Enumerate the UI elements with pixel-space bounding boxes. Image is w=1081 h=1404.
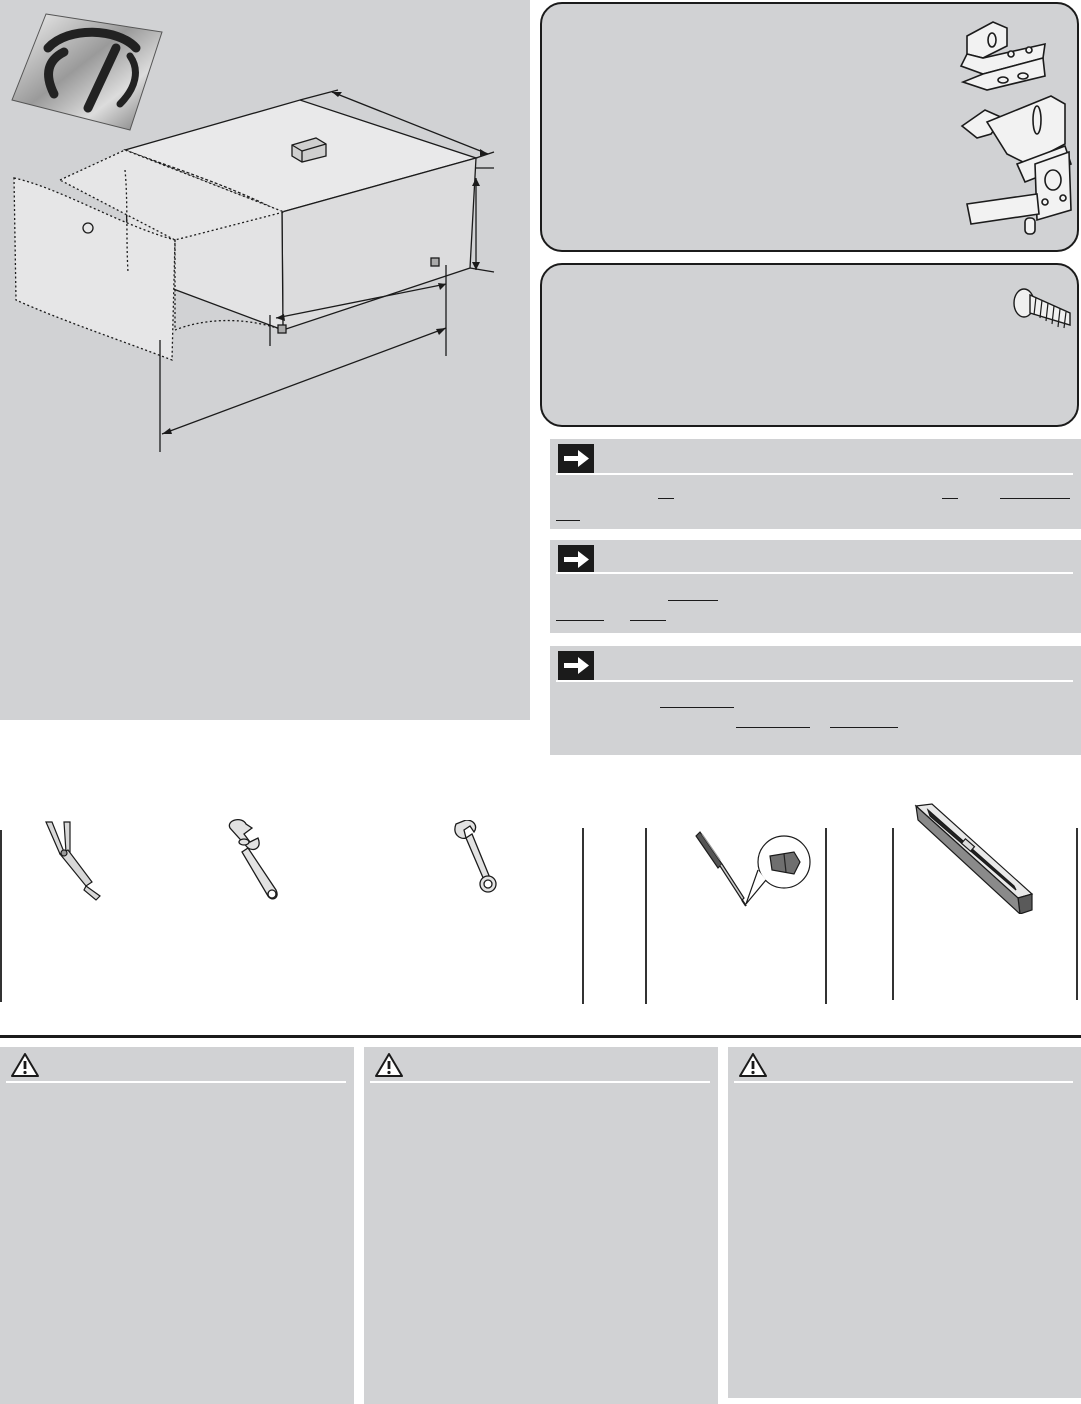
pliers-icon: [42, 820, 108, 904]
blank-line: [660, 707, 734, 708]
arrow-right-icon: [558, 651, 594, 680]
tool-divider: [582, 828, 584, 1004]
warning-triangle-icon: [374, 1052, 404, 1078]
note-panel-2: [550, 540, 1081, 633]
section-divider: [0, 1035, 1081, 1038]
tool-divider: [645, 828, 647, 1004]
combination-wrench-icon: [450, 820, 500, 898]
parts-box-brackets: [540, 2, 1079, 252]
mounting-bracket-icon: [947, 14, 1077, 244]
blank-line: [942, 498, 958, 499]
blank-line: [556, 620, 604, 621]
note-panel-1: [550, 439, 1081, 529]
screwdriver-icon: [692, 826, 816, 908]
blank-line: [1000, 498, 1070, 499]
warning-panel-1: [0, 1047, 354, 1404]
warning-divider: [734, 1081, 1073, 1083]
tool-divider: [892, 828, 894, 1000]
blank-line: [736, 727, 810, 728]
blank-line: [668, 600, 718, 601]
tool-divider: [0, 830, 2, 1002]
pedestal-drawer-illustration: [0, 80, 530, 460]
note-divider: [556, 680, 1073, 682]
arrow-right-icon: [558, 545, 594, 574]
level-icon: [912, 802, 1036, 914]
tools-row: [0, 826, 1081, 1006]
parts-box-screws: [540, 263, 1079, 427]
product-illustration-panel: [0, 0, 530, 720]
note-divider: [556, 572, 1073, 574]
warning-triangle-icon: [738, 1052, 768, 1078]
warning-divider: [370, 1081, 710, 1083]
adjustable-wrench-icon: [222, 818, 292, 902]
warning-triangle-icon: [10, 1052, 40, 1078]
tool-divider: [825, 828, 827, 1004]
warning-panel-3: [728, 1047, 1081, 1398]
blank-line: [658, 498, 674, 499]
note-panel-3: [550, 646, 1081, 755]
warning-divider: [6, 1081, 346, 1083]
screw-icon: [1012, 285, 1076, 335]
tool-divider: [1076, 828, 1078, 1000]
warning-panel-2: [364, 1047, 718, 1404]
note-divider: [556, 473, 1073, 475]
blank-line: [630, 620, 666, 621]
blank-line: [830, 727, 898, 728]
blank-line: [556, 520, 580, 521]
arrow-right-icon: [558, 444, 594, 473]
